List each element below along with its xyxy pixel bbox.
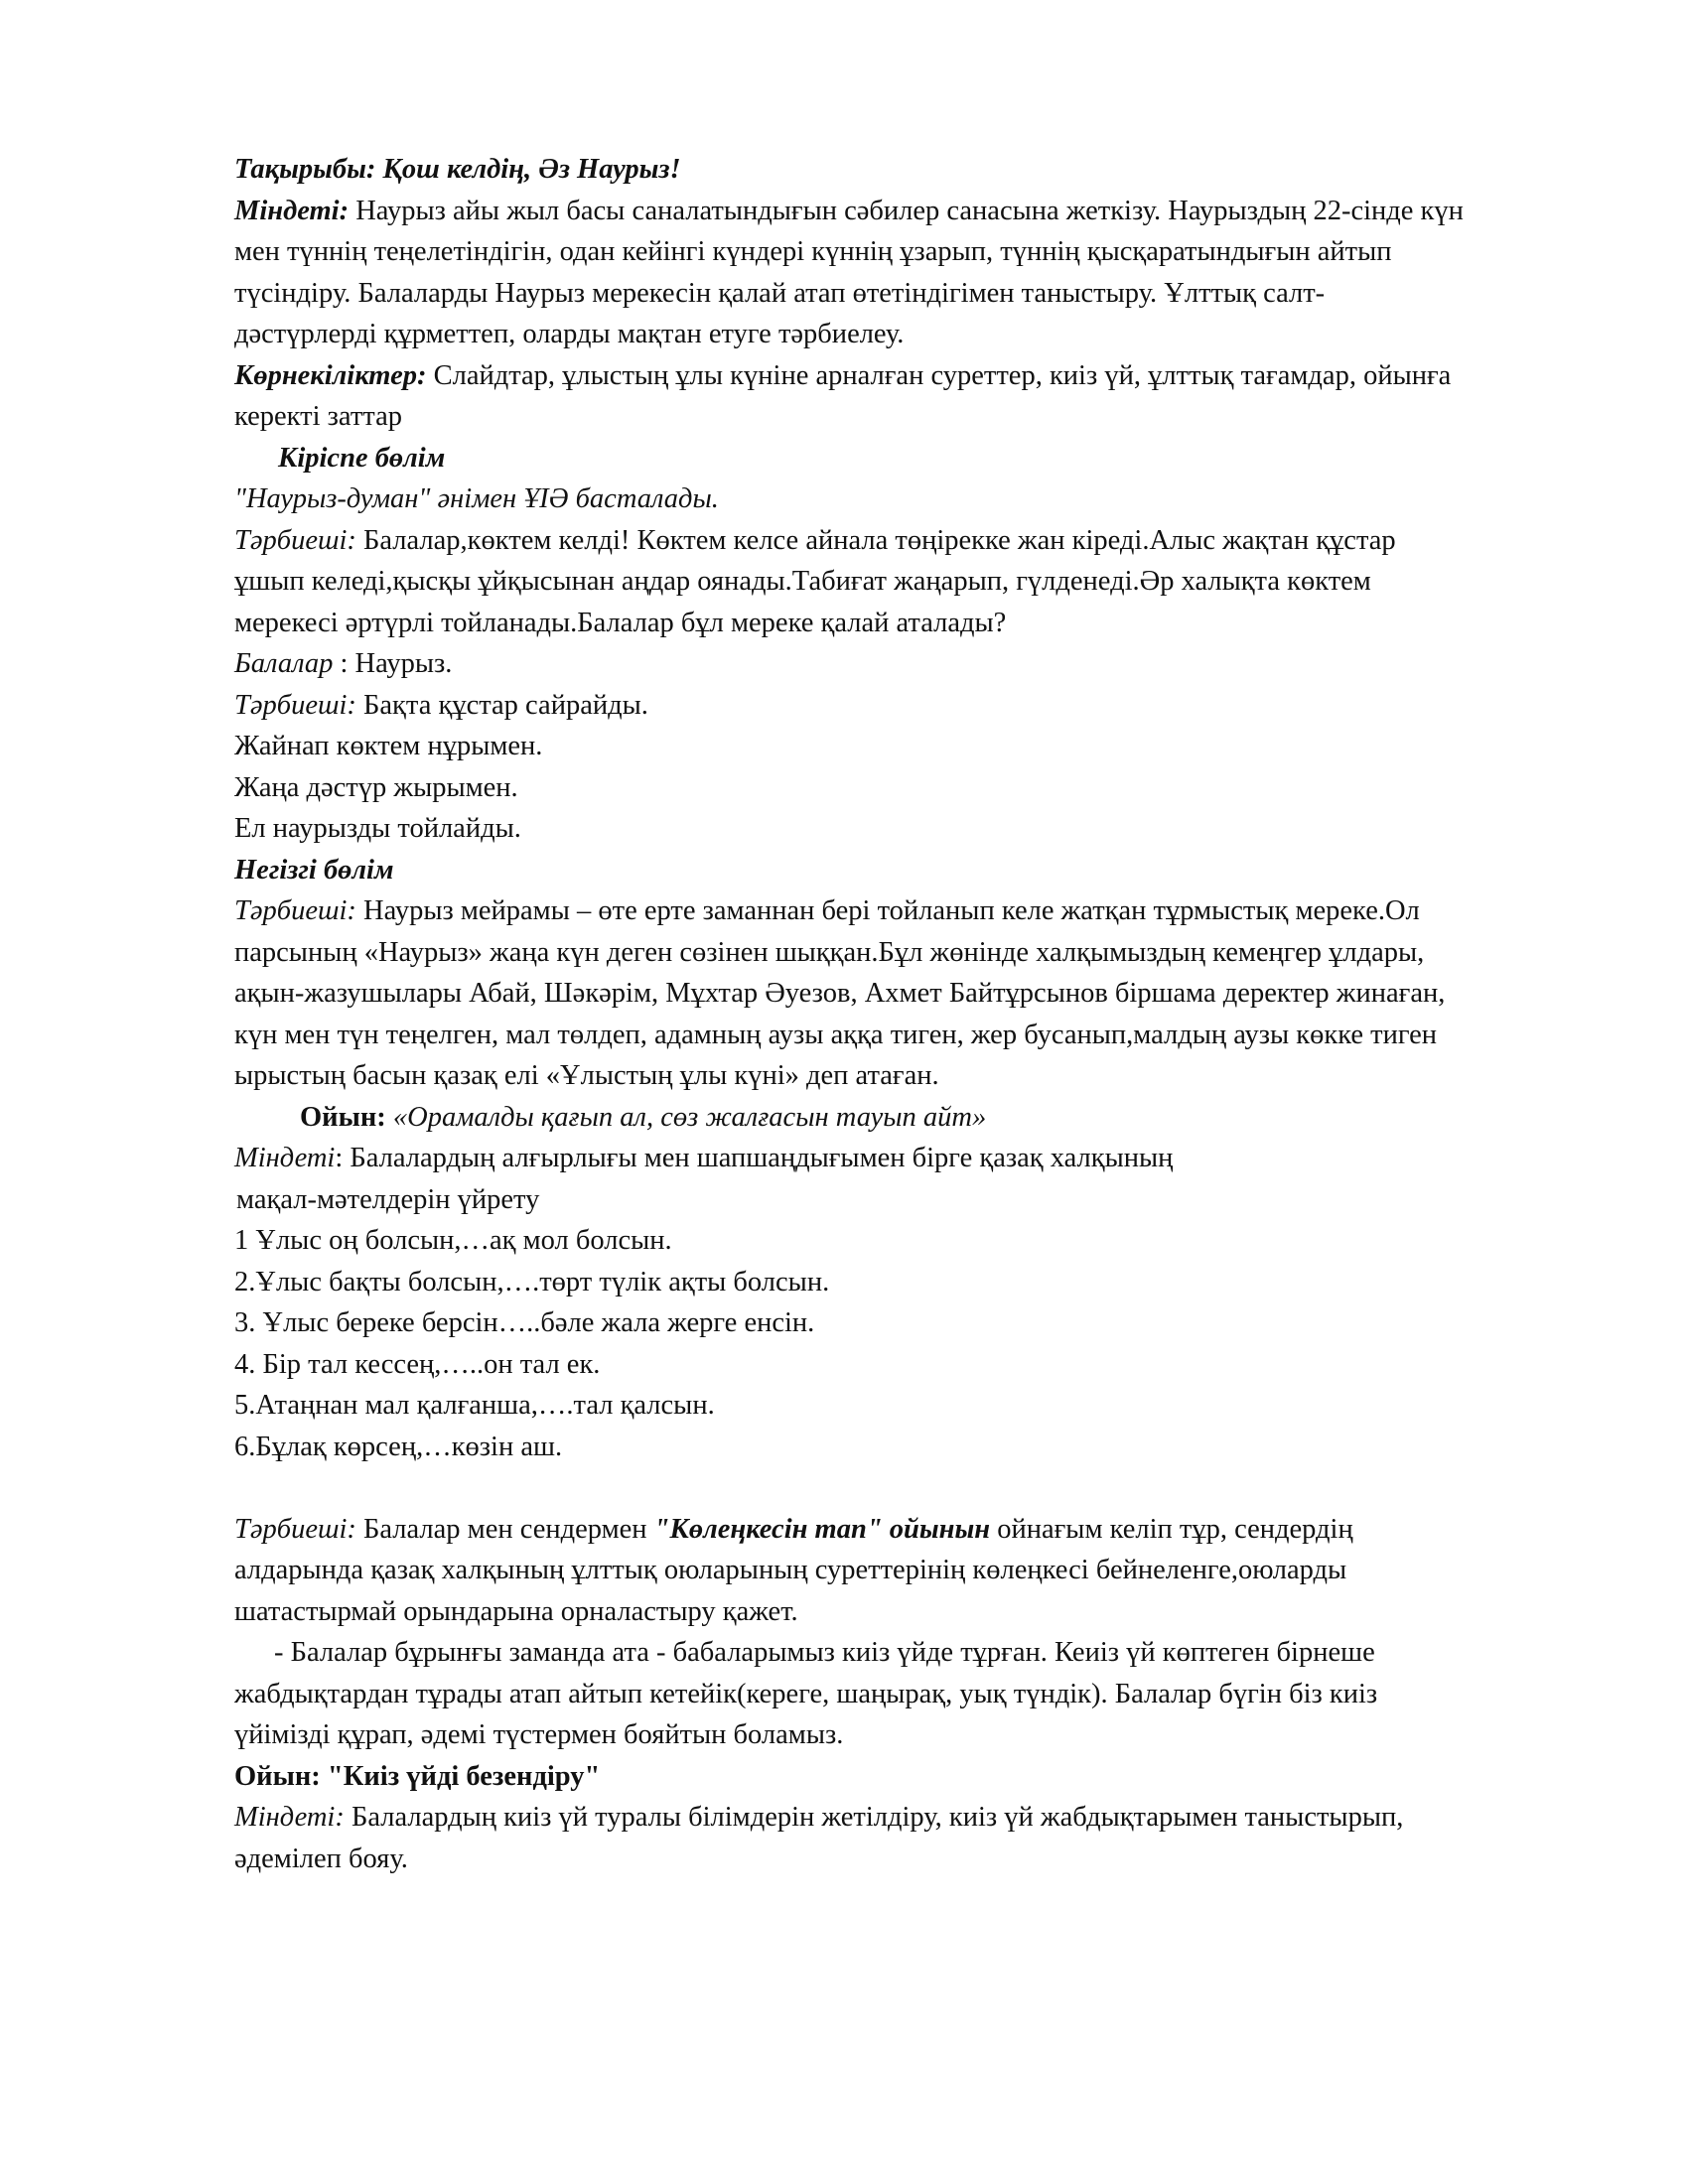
objective-text: Наурыз айы жыл басы саналатындығын сәбилер санасына жеткізу. Наурыздың 22-сінде күн [349, 195, 1464, 226]
proverb-item: 1 Ұлыс оң болсын,…ақ мол болсын. [234, 1225, 672, 1256]
poem-line: Жаңа дәстүр жырымен. [234, 771, 518, 803]
proverb-item: 2.Ұлыс бақты болсын,….төрт түлік ақты болсын. [234, 1266, 830, 1297]
teacher-label: Тәрбиеші: [234, 689, 356, 721]
objective-line: мен түннің теңелетіндігін, одан кейінгі күндері күннің ұзарып, түннің қысқаратындығын айтып [234, 236, 1392, 267]
teacher-label: Тәрбиеші: [234, 1513, 356, 1545]
teacher-line: ұшып келеді,қысқы ұйқысынан аңдар оянады.Табиғат жаңарып, гүлденеді.Әр халықта көктем [234, 566, 1371, 597]
objective-label: Міндеті: [234, 195, 350, 226]
teacher-label: Тәрбиеші: [234, 895, 356, 926]
topic-line [234, 149, 1674, 191]
yurt-line: - Балалар бұрынғы заманда ата - бабаларымыз киіз үйде тұрған. Кеиіз үй көптеген бірнеше [274, 1637, 1375, 1668]
objective-line: түсіндіру. Балаларды Наурыз мерекесін қалай атап өтетіндігімен таныстыру. Ұлттық салт- [234, 277, 1326, 309]
visuals-label: Көрнекіліктер: [234, 359, 427, 391]
game2-title: Ойын: "Киіз үйді безендіру" [234, 1760, 601, 1792]
children-label: Балалар [234, 648, 334, 679]
teacher-line: мерекесі әртүрлі тойланады.Балалар бұл мереке қалай аталады? [234, 607, 1007, 638]
main-line [234, 890, 1674, 932]
blank-line [234, 1467, 1674, 1509]
topic-text: Қош келдің, Әз Наурыз! [375, 154, 681, 185]
game2-objective-line: әдемілеп бояу. [234, 1843, 408, 1874]
poem-line: Жайнап көктем нұрымен. [234, 731, 543, 761]
proverb-item: 4. Бір тал кессең,…..он тал ек. [234, 1348, 601, 1380]
intro-heading: Кіріспе бөлім [278, 442, 446, 474]
teacher-text: Балалар,көктем келді! Көктем келсе айнала төңірекке жан кіреді.Алыс жақтан құстар [355, 524, 1396, 556]
game1-objective-line: мақал-мәтелдерін үйрету [236, 1183, 540, 1215]
proverb-item: 6.Бұлақ көрсең,…көзін аш. [234, 1431, 563, 1462]
game2-objective-text: Балалардың киіз үй туралы білімдерін жетілдіру, киіз үй жабдықтарымен таныстырып, [344, 1802, 1404, 1833]
children-text: : Наурыз. [333, 648, 453, 679]
shadow-game-title: "Көлеңкесін тап" ойынын [653, 1513, 991, 1545]
game1-objective-label: Міндеті [234, 1143, 336, 1173]
teacher-line [234, 520, 1674, 562]
main-line: ырыстың басын қазақ елі «Ұлыстың ұлы күні» деп атаған. [234, 1060, 939, 1091]
shadow-game-text: Балалар мен сендермен [355, 1513, 654, 1545]
main-line: күн мен түн теңелген, мал төлдеп, адамның аузы аққа тиген, жер бусанып,малдың аузы көкке тиген [234, 1019, 1438, 1050]
poem-line [234, 685, 1674, 727]
poem-text: Бақта құстар сайрайды. [355, 689, 648, 721]
intro-song: "Наурыз-думан" әнімен ҰІӘ басталады. [234, 483, 719, 514]
shadow-game-text: ойнағым келіп тұр, сендердің [990, 1513, 1353, 1545]
children-line [234, 643, 1674, 685]
main-heading: Негізгі бөлім [234, 854, 394, 886]
topic-title: Тақырыбы: [234, 154, 376, 185]
teacher-label: Тәрбиеші: [234, 524, 356, 556]
shadow-game-line: алдарында қазақ халқының ұлттық оюларының суреттерінің көлеңкесі бейнеленге,оюларды [234, 1555, 1347, 1585]
shadow-game-line: шатастырмай орындарына орналастыру қажет. [234, 1595, 798, 1627]
poem-line: Ел наурызды тойлайды. [234, 813, 521, 844]
objective-line [234, 191, 1674, 232]
game2-objective-line [234, 1797, 1674, 1839]
proverb-item: 5.Атаңнан мал қалғанша,….тал қалсын. [234, 1390, 715, 1421]
main-text: Наурыз мейрамы – өте ерте заманнан бері тойланып келе жатқан тұрмыстық мереке.Ол [355, 895, 1420, 926]
main-line: ақын-жазушылары Абай, Шәкәрім, Мұхтар Әуезов, Ахмет Байтұрсынов біршама деректер жинаған, [234, 978, 1446, 1009]
visuals-line [234, 355, 1674, 397]
yurt-line: үйімізді құрап, әдемі түстермен бояйтын боламыз. [234, 1719, 844, 1750]
shadow-game-line [234, 1509, 1674, 1551]
game1-objective-text: : Балалардың алғырлығы мен шапшаңдығымен бірге қазақ халқының [335, 1143, 1174, 1173]
proverb-item: 3. Ұлыс береке берсін…..бәле жала жерге енсін. [234, 1307, 815, 1338]
game2-objective-label: Міндеті: [234, 1802, 345, 1833]
document-page [234, 149, 1674, 1879]
game1-title: «Орамалды қағып ал, сөз жалғасын тауып айт» [385, 1101, 987, 1133]
visuals-line: керекті заттар [234, 401, 402, 432]
game1-label: Ойын: [300, 1101, 386, 1133]
visuals-text: Слайдтар, ұлыстың ұлы күніне арналған суреттер, киіз үй, ұлттық тағамдар, ойынға [426, 359, 1452, 391]
game1-title-line [234, 1097, 1674, 1139]
main-line: парсының «Наурыз» жаңа күн деген сөзінен шыққан.Бұл жөнінде халқымыздың кемеңгер ұлдары, [234, 936, 1425, 968]
objective-line: дәстүрлерді құрметтеп, оларды мақтан етуге тәрбиелеу. [234, 319, 905, 349]
game1-objective-line [234, 1138, 1674, 1179]
yurt-line: жабдықтардан тұрады атап айтып кетейік(кереге, шаңырақ, уық түндік). Балалар бүгін біз киіз [234, 1678, 1378, 1709]
